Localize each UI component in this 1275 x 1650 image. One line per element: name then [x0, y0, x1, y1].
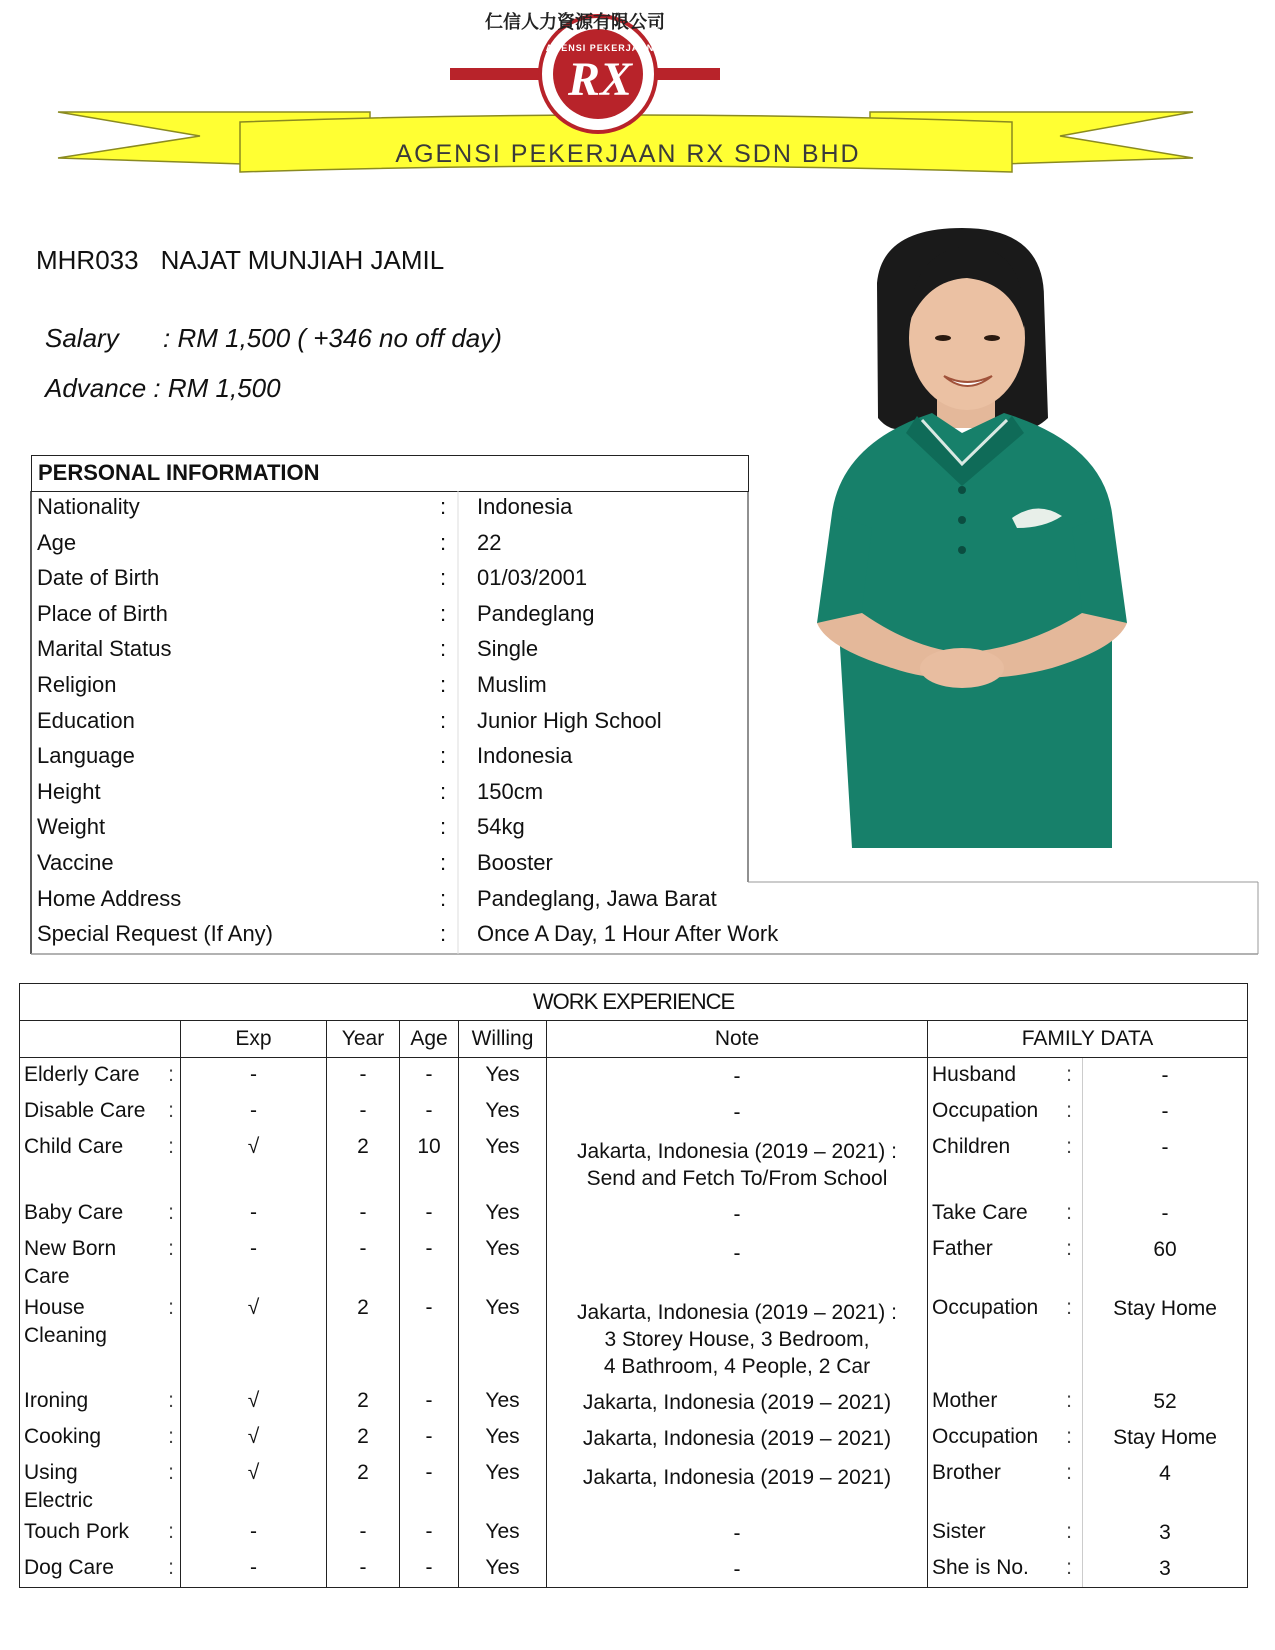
note-cell: Jakarta, Indonesia (2019 – 2021): [547, 1384, 928, 1420]
family-label: Brother: [932, 1461, 1001, 1484]
exp-cell: √: [181, 1130, 327, 1196]
personal-info-colon: :: [440, 529, 447, 555]
willing-cell: Yes: [459, 1232, 547, 1291]
family-value-cell: -: [1083, 1058, 1248, 1095]
work-experience-row: [20, 1094, 1248, 1130]
family-value-cell: -: [1083, 1196, 1248, 1232]
skill-label: Ironing: [24, 1389, 89, 1412]
family-label: Occupation: [932, 1296, 1039, 1319]
family-colon: :: [1066, 1296, 1072, 1319]
skill-colon: :: [168, 1201, 174, 1224]
willing-cell: Yes: [459, 1058, 547, 1095]
personal-info-row: [37, 636, 1237, 670]
personal-info-title: PERSONAL INFORMATION: [38, 460, 320, 485]
personal-info-row: [37, 708, 1237, 742]
exp-cell: √: [181, 1291, 327, 1384]
logo-chinese-text: 仁信人力資源有限公司: [485, 12, 665, 32]
personal-info-colon: :: [440, 885, 447, 911]
personal-info-row: [37, 601, 1237, 635]
personal-info-colon: :: [440, 600, 447, 626]
family-label: Husband: [932, 1063, 1017, 1086]
exp-cell: -: [181, 1551, 327, 1588]
work-experience-title: WORK EXPERIENCE: [20, 984, 1248, 1021]
family-colon: :: [1066, 1063, 1072, 1086]
willing-cell: Yes: [459, 1291, 547, 1384]
family-value-cell: 3: [1083, 1515, 1248, 1551]
exp-cell: √: [181, 1384, 327, 1420]
exp-cell: -: [181, 1196, 327, 1232]
personal-info-colon: :: [440, 636, 447, 662]
exp-cell: √: [181, 1420, 327, 1456]
family-label-cell: [928, 1515, 1083, 1551]
skill-cell: [20, 1384, 181, 1420]
year-cell: 2: [327, 1456, 400, 1515]
willing-cell: Yes: [459, 1196, 547, 1232]
column-header: Exp: [181, 1021, 327, 1058]
personal-info-row: [37, 672, 1237, 706]
skill-label: House Cleaning: [24, 1296, 107, 1347]
salary-label: Salary: [45, 323, 119, 353]
family-label: Occupation: [932, 1425, 1039, 1448]
personal-info-colon: :: [440, 814, 447, 840]
personal-info-colon: :: [440, 672, 447, 697]
personal-info-row: [37, 779, 1237, 813]
skill-cell: [20, 1094, 181, 1130]
personal-info-value: Single: [477, 636, 539, 662]
family-label: Mother: [932, 1389, 998, 1412]
personal-info-row: [37, 814, 1237, 848]
family-label: Occupation: [932, 1099, 1039, 1122]
skill-label: Disable Care: [24, 1099, 146, 1122]
family-value-cell: 3: [1083, 1551, 1248, 1588]
family-colon: :: [1066, 1520, 1072, 1543]
personal-info-row: [37, 494, 1237, 528]
personal-info-colon: :: [440, 707, 447, 733]
family-label-cell: [928, 1058, 1083, 1095]
note-cell: Jakarta, Indonesia (2019 – 2021) : Send and Fetch To/From School: [547, 1130, 928, 1196]
personal-info-label: Special Request (If Any): [37, 921, 274, 947]
family-colon: :: [1066, 1237, 1072, 1260]
personal-info-label: Language: [37, 743, 135, 769]
family-value-cell: -: [1083, 1130, 1248, 1196]
personal-info-value: Booster: [477, 850, 553, 875]
family-value-cell: 4: [1083, 1456, 1248, 1515]
willing-cell: Yes: [459, 1456, 547, 1515]
age-cell: -: [400, 1094, 459, 1130]
age-cell: 10: [400, 1130, 459, 1196]
family-label-cell: [928, 1551, 1083, 1588]
personal-info-colon: :: [440, 743, 447, 769]
family-colon: :: [1066, 1201, 1072, 1224]
note-cell: -: [547, 1515, 928, 1551]
personal-info-value: Pandeglang, Jawa Barat: [477, 885, 717, 911]
family-label-cell: [928, 1094, 1083, 1130]
logo-subtext: AGENSI PEKERJAAN: [545, 43, 655, 53]
age-cell: -: [400, 1420, 459, 1456]
personal-info-row: [37, 921, 1237, 955]
exp-cell: √: [181, 1456, 327, 1515]
family-colon: :: [1066, 1099, 1072, 1122]
age-cell: -: [400, 1456, 459, 1515]
family-label-cell: [928, 1232, 1083, 1291]
skill-colon: :: [168, 1063, 174, 1086]
willing-cell: Yes: [459, 1420, 547, 1456]
personal-info-value: 54kg: [477, 814, 525, 840]
year-cell: 2: [327, 1130, 400, 1196]
personal-info-value: Muslim: [477, 672, 547, 697]
willing-cell: Yes: [459, 1384, 547, 1420]
personal-info-colon: :: [440, 565, 447, 591]
work-experience-row: [20, 1196, 1248, 1232]
personal-info-row: [37, 743, 1237, 777]
age-cell: -: [400, 1384, 459, 1420]
family-label-cell: [928, 1130, 1083, 1196]
personal-info-value: 01/03/2001: [477, 565, 588, 591]
note-cell: -: [547, 1094, 928, 1130]
personal-info-label: Place of Birth: [37, 600, 168, 626]
skill-label: Elderly Care: [24, 1063, 140, 1086]
personal-info-value: Indonesia: [477, 494, 573, 519]
work-experience-row: [20, 1291, 1248, 1384]
work-experience-row: [20, 1058, 1248, 1095]
skill-cell: [20, 1232, 181, 1291]
skill-cell: [20, 1291, 181, 1384]
willing-cell: Yes: [459, 1515, 547, 1551]
candidate-name: NAJAT MUNJIAH JAMIL: [160, 245, 445, 275]
skill-colon: :: [168, 1461, 174, 1484]
family-value-cell: 60: [1083, 1232, 1248, 1291]
family-label-cell: [928, 1196, 1083, 1232]
family-colon: :: [1066, 1135, 1072, 1158]
personal-info-label: Weight: [37, 814, 106, 840]
column-header: Age: [400, 1021, 459, 1058]
personal-info-row: [37, 530, 1237, 564]
note-cell: -: [547, 1196, 928, 1232]
logo-mark: RX: [567, 53, 633, 106]
exp-cell: -: [181, 1058, 327, 1095]
personal-info-value: Indonesia: [477, 743, 573, 769]
family-label-cell: [928, 1456, 1083, 1515]
advance-line: Advance : RM 1,500: [45, 373, 281, 403]
skill-cell: [20, 1420, 181, 1456]
exp-cell: -: [181, 1515, 327, 1551]
willing-cell: Yes: [459, 1094, 547, 1130]
column-header: Note: [547, 1021, 928, 1058]
work-experience-row: [20, 1456, 1248, 1515]
age-cell: -: [400, 1058, 459, 1095]
year-cell: 2: [327, 1420, 400, 1456]
skill-label: Touch Pork: [24, 1520, 130, 1543]
salary-value: : RM 1,500 ( +346 no off day): [163, 323, 502, 353]
willing-cell: Yes: [459, 1130, 547, 1196]
year-cell: -: [327, 1058, 400, 1095]
skill-label: Child Care: [24, 1135, 124, 1158]
skill-colon: :: [168, 1425, 174, 1448]
skill-colon: :: [168, 1520, 174, 1543]
skill-label: Dog Care: [24, 1556, 114, 1579]
skill-cell: [20, 1130, 181, 1196]
personal-info-colon: :: [440, 850, 447, 875]
skill-cell: [20, 1058, 181, 1095]
work-experience-header-row: [20, 1021, 1248, 1058]
willing-cell: Yes: [459, 1551, 547, 1588]
personal-info-value: 22: [477, 529, 502, 555]
family-value-cell: -: [1083, 1094, 1248, 1130]
note-cell: Jakarta, Indonesia (2019 – 2021) : 3 Storey House, 3 Bedroom, 4 Bathroom, 4 People, 2 Car: [547, 1291, 928, 1384]
work-experience-row: [20, 1130, 1248, 1196]
age-cell: -: [400, 1232, 459, 1291]
personal-info-label: Home Address: [37, 885, 182, 911]
personal-info-row: [37, 565, 1237, 599]
personal-info-label: Religion: [37, 672, 117, 697]
year-cell: -: [327, 1196, 400, 1232]
family-colon: :: [1066, 1461, 1072, 1484]
year-cell: -: [327, 1515, 400, 1551]
skill-label: Cooking: [24, 1425, 102, 1448]
skill-label: New Born Care: [24, 1237, 117, 1288]
note-cell: Jakarta, Indonesia (2019 – 2021): [547, 1420, 928, 1456]
personal-info-label: Date of Birth: [37, 565, 160, 591]
family-label: Father: [932, 1237, 993, 1260]
family-colon: :: [1066, 1389, 1072, 1412]
skill-colon: :: [168, 1099, 174, 1122]
work-experience-row: [20, 1420, 1248, 1456]
family-value-cell: Stay Home: [1083, 1291, 1248, 1384]
year-cell: 2: [327, 1291, 400, 1384]
personal-info-colon: :: [440, 921, 447, 947]
exp-cell: -: [181, 1232, 327, 1291]
personal-info-colon: :: [440, 494, 447, 519]
family-value-cell: Stay Home: [1083, 1420, 1248, 1456]
family-label: Sister: [932, 1520, 986, 1543]
personal-info-value: Once A Day, 1 Hour After Work: [477, 921, 779, 947]
column-header: Year: [327, 1021, 400, 1058]
note-cell: -: [547, 1551, 928, 1588]
personal-info-label: Height: [37, 778, 101, 804]
skill-header-cell: [20, 1021, 181, 1058]
age-cell: -: [400, 1196, 459, 1232]
family-colon: :: [1066, 1425, 1072, 1448]
family-value-cell: 52: [1083, 1384, 1248, 1420]
exp-cell: -: [181, 1094, 327, 1130]
skill-colon: :: [168, 1135, 174, 1158]
family-label-cell: [928, 1384, 1083, 1420]
age-cell: -: [400, 1551, 459, 1588]
note-cell: -: [547, 1058, 928, 1095]
personal-info-row: [37, 886, 1237, 920]
skill-label: Using Electric: [24, 1461, 93, 1512]
agency-name: AGENSI PEKERJAAN RX SDN BHD: [395, 140, 861, 168]
skill-colon: :: [168, 1296, 174, 1319]
age-cell: -: [400, 1291, 459, 1384]
year-cell: -: [327, 1094, 400, 1130]
personal-info-label: Marital Status: [37, 636, 172, 662]
family-label-cell: [928, 1420, 1083, 1456]
skill-cell: [20, 1551, 181, 1588]
personal-info-value: 150cm: [477, 778, 544, 804]
personal-info-value: Junior High School: [477, 707, 662, 733]
personal-info-label: Age: [37, 529, 77, 555]
work-experience-row: [20, 1551, 1248, 1588]
family-label: Children: [932, 1135, 1011, 1158]
personal-info-label: Education: [37, 707, 135, 733]
note-cell: Jakarta, Indonesia (2019 – 2021): [547, 1456, 928, 1515]
work-experience-row: [20, 1515, 1248, 1551]
candidate-code: MHR033: [36, 245, 139, 275]
skill-label: Baby Care: [24, 1201, 124, 1224]
personal-info-label: Nationality: [37, 494, 140, 519]
family-data-header: FAMILY DATA: [928, 1021, 1248, 1058]
work-experience-table: [19, 983, 1248, 1588]
skill-colon: :: [168, 1389, 174, 1412]
skill-colon: :: [168, 1237, 174, 1260]
personal-info-value: Pandeglang: [477, 600, 595, 626]
skill-cell: [20, 1515, 181, 1551]
age-cell: -: [400, 1515, 459, 1551]
family-label: She is No.: [932, 1556, 1029, 1579]
family-colon: :: [1066, 1556, 1072, 1579]
column-header: Willing: [459, 1021, 547, 1058]
personal-info-colon: :: [440, 778, 447, 804]
year-cell: -: [327, 1232, 400, 1291]
work-experience-row: [20, 1384, 1248, 1420]
year-cell: 2: [327, 1384, 400, 1420]
work-experience-row: [20, 1232, 1248, 1291]
work-experience-title-row: [20, 984, 1248, 1021]
personal-info-label: Vaccine: [37, 850, 114, 875]
personal-info-row: [37, 850, 1237, 884]
skill-cell: [20, 1196, 181, 1232]
skill-colon: :: [168, 1556, 174, 1579]
family-label-cell: [928, 1291, 1083, 1384]
skill-cell: [20, 1456, 181, 1515]
family-label: Take Care: [932, 1201, 1028, 1224]
note-cell: -: [547, 1232, 928, 1291]
year-cell: -: [327, 1551, 400, 1588]
